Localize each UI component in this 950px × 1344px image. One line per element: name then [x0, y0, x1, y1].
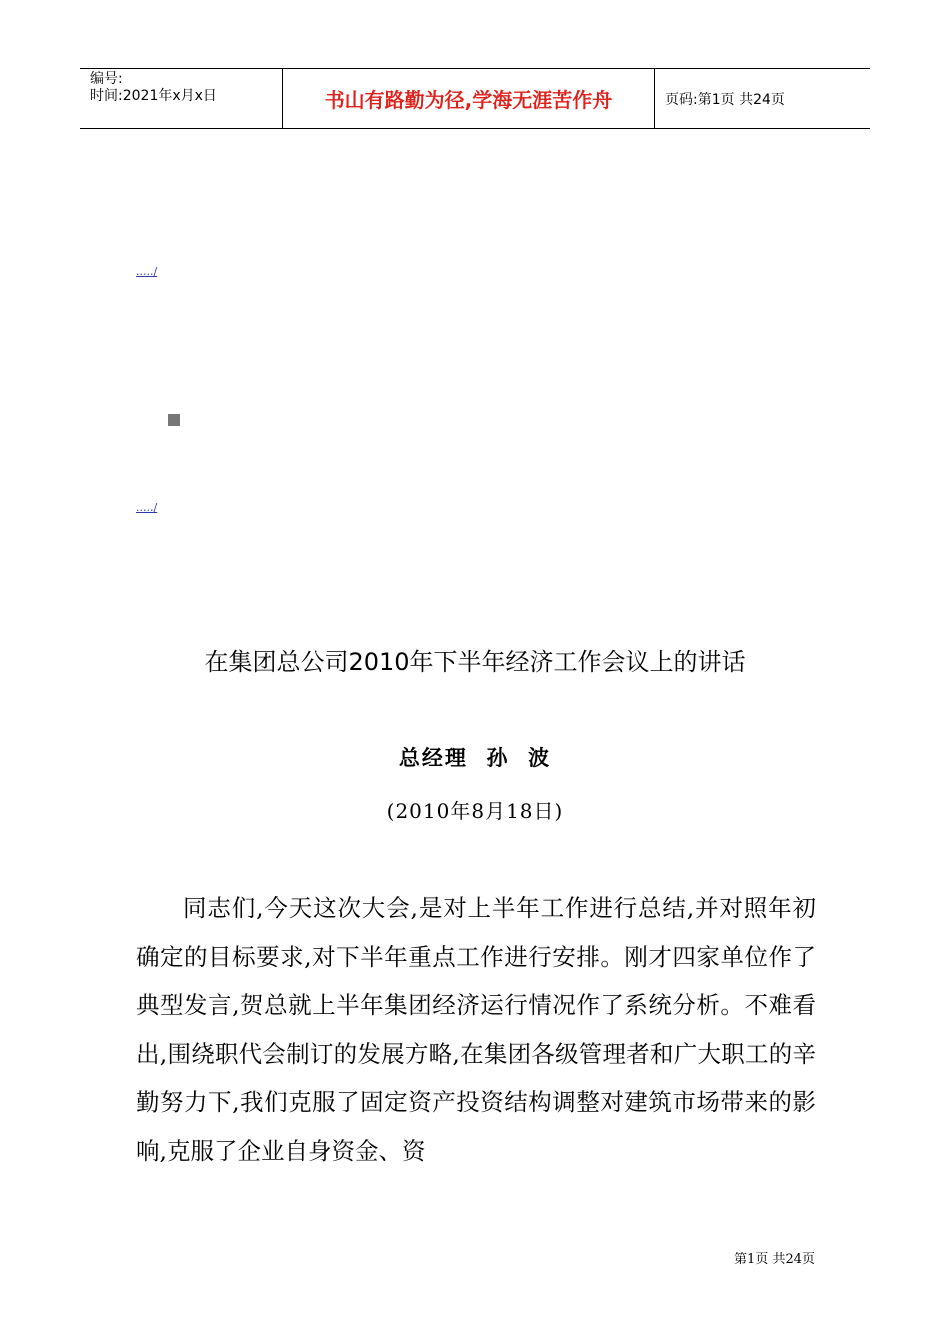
body-paragraph: 同志们,今天这次大会,是对上半年工作进行总结,并对照年初确定的目标要求,对下半年重点工作进行安排。刚才四家单位作了典型发言,贺总就上半年集团经济运行情况作了系统分析。不难看出,围绕职代会制订的发展方略,在集团各级管理者和广大职工的辛勤努力下,我们克服了固定资产投资结构调整对建筑市场带来的影响,克服了企业自身资金、资 — [136, 894, 816, 1165]
dots-link[interactable]: ...../ — [136, 501, 158, 514]
document-date: (2010年8月18日) — [386, 799, 564, 823]
footer-page-number: 第1页 共24页 — [734, 1252, 815, 1267]
document-title: 在集团总公司2010年下半年经济工作会议上的讲话 — [204, 648, 746, 676]
header-motto: 书山有路勤为径,学海无涯苦作舟 — [282, 69, 655, 128]
document-author: 总经理 孙 波 — [398, 745, 552, 770]
header-page-number: 页码:第1页 共24页 — [665, 91, 785, 108]
dots-link[interactable]: ...../ — [136, 265, 158, 278]
document-number-label: 编号: — [90, 71, 123, 87]
header-meta — [80, 69, 282, 128]
page-header — [80, 68, 870, 129]
gray-square-icon — [168, 414, 180, 426]
document-time-label: 时间:2021年x月x日 — [90, 88, 217, 104]
